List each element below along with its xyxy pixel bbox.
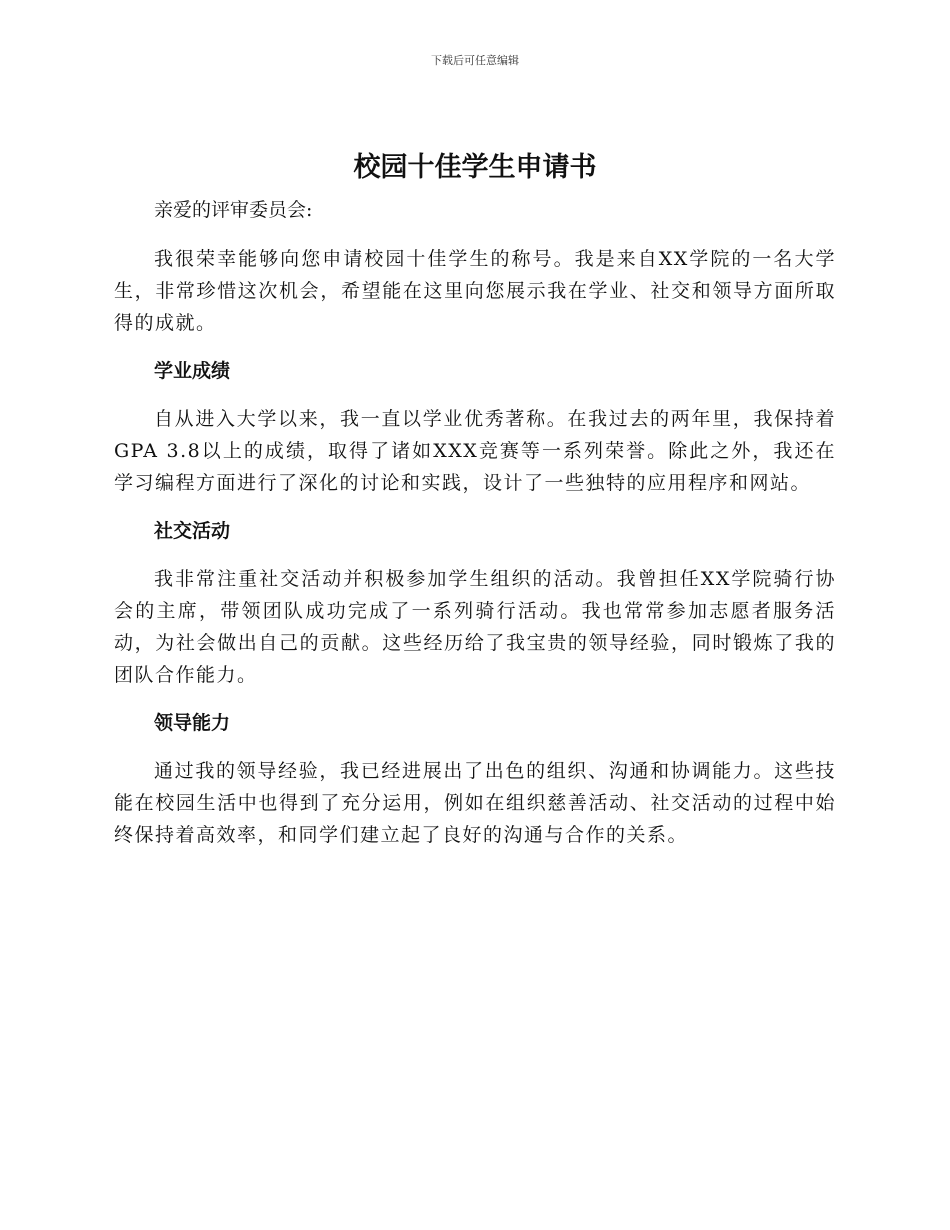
section-body-leadership: 通过我的领导经验，我已经进展出了出色的组织、沟通和协调能力。这些技能在校园生活中也得到了充分运用，例如在组织慈善活动、社交活动的过程中始终保持着高效率，和同学们建立起了良好的沟通与合作的关系。 bbox=[114, 760, 836, 846]
document-title: 校园十佳学生申请书 bbox=[353, 152, 597, 183]
section-body-academics: 自从进入大学以来，我一直以学业优秀著称。在我过去的两年里，我保持着GPA 3.8以上的成绩，取得了诸如XXX竞赛等一系列荣誉。除此之外，我还在学习编程方面进行了深化的讨论和实践，设计了一些独特的应用程序和网站。 bbox=[114, 408, 836, 494]
salutation: 亲爱的评审委员会: bbox=[154, 199, 313, 221]
intro-paragraph: 我很荣幸能够向您申请校园十佳学生的称号。我是来自XX学院的一名大学生，非常珍惜这次机会，希望能在这里向您展示我在学业、社交和领导方面所取得的成就。 bbox=[114, 248, 836, 334]
section-body-social: 我非常注重社交活动并积极参加学生组织的活动。我曾担任XX学院骑行协会的主席，带领团队成功完成了一系列骑行活动。我也常常参加志愿者服务活动，为社会做出自己的贡献。这些经历给了我宝贵的领导经验，同时锻炼了我的团队合作能力。 bbox=[114, 568, 836, 686]
header-note: 下载后可任意编辑 bbox=[431, 54, 519, 67]
section-heading-leadership: 领导能力 bbox=[154, 712, 231, 734]
section-heading-academics: 学业成绩 bbox=[154, 360, 231, 382]
section-heading-social: 社交活动 bbox=[154, 520, 231, 542]
document-body bbox=[114, 194, 836, 867]
